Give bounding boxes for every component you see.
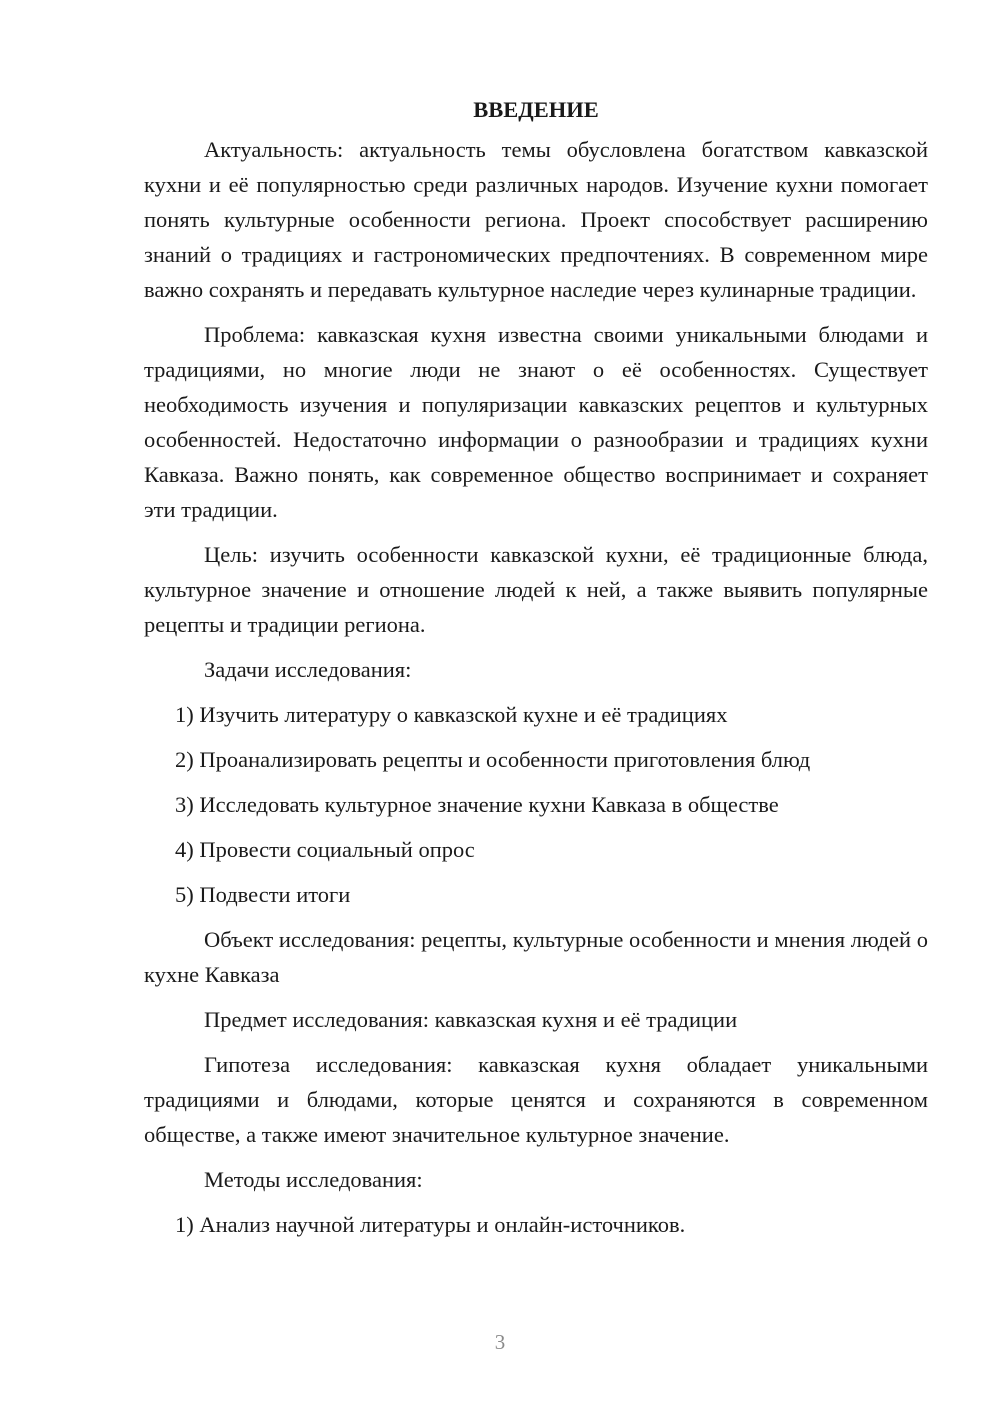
subject-paragraph: Предмет исследования: кавказская кухня и её традиции	[204, 1007, 738, 1032]
list-item: 4) Провести социальный опрос	[175, 837, 475, 862]
hypothesis-paragraph: Гипотеза исследования: кавказская кухня обладает уникальными традициями и блюдами, которые ценятся и сохраняются в современном обществе, а также имеют значительное культурное значение.	[144, 1052, 928, 1147]
section-title: ВВЕДЕНИЕ	[473, 97, 599, 122]
methods-heading: Методы исследования:	[204, 1167, 423, 1192]
page-number: 3	[494, 1330, 506, 1354]
list-item: 5) Подвести итоги	[175, 882, 351, 907]
list-item: 1) Анализ научной литературы и онлайн-источников.	[175, 1212, 686, 1237]
tasks-list	[144, 697, 928, 912]
methods-list	[144, 1207, 928, 1242]
relevance-paragraph: Актуальность: актуальность темы обусловлена богатством кавказской кухни и её популярностью среди различных народов. Изучение кухни помогает понять культурные особенности региона. Проект способствует расширению знаний о традициях и гастрономических предпочтениях. В современном мире важно сохранять и передавать культурное наследие через кулинарные традиции.	[144, 137, 928, 302]
list-item: 3) Исследовать культурное значение кухни Кавказа в обществе	[175, 792, 779, 817]
problem-paragraph: Проблема: кавказская кухня известна своими уникальными блюдами и традициями, но многие люди не знают о её особенностях. Существует необходимость изучения и популяризации кавказских рецептов и культурных особенностей. Недостаточно информации о разнообразии и традициях кухни Кавказа. Важно понять, как современное общество воспринимает и сохраняет эти традиции.	[144, 322, 928, 522]
list-item: 1) Изучить литературу о кавказской кухне и её традициях	[175, 702, 728, 727]
object-paragraph: Объект исследования: рецепты, культурные особенности и мнения людей о кухне Кавказа	[144, 927, 928, 987]
document-page	[144, 92, 928, 1252]
goal-paragraph: Цель: изучить особенности кавказской кухни, её традиционные блюда, культурное значение и отношение людей к ней, а также выявить популярные рецепты и традиции региона.	[144, 542, 928, 637]
tasks-heading: Задачи исследования:	[204, 657, 412, 682]
list-item: 2) Проанализировать рецепты и особенности приготовления блюд	[175, 747, 811, 772]
